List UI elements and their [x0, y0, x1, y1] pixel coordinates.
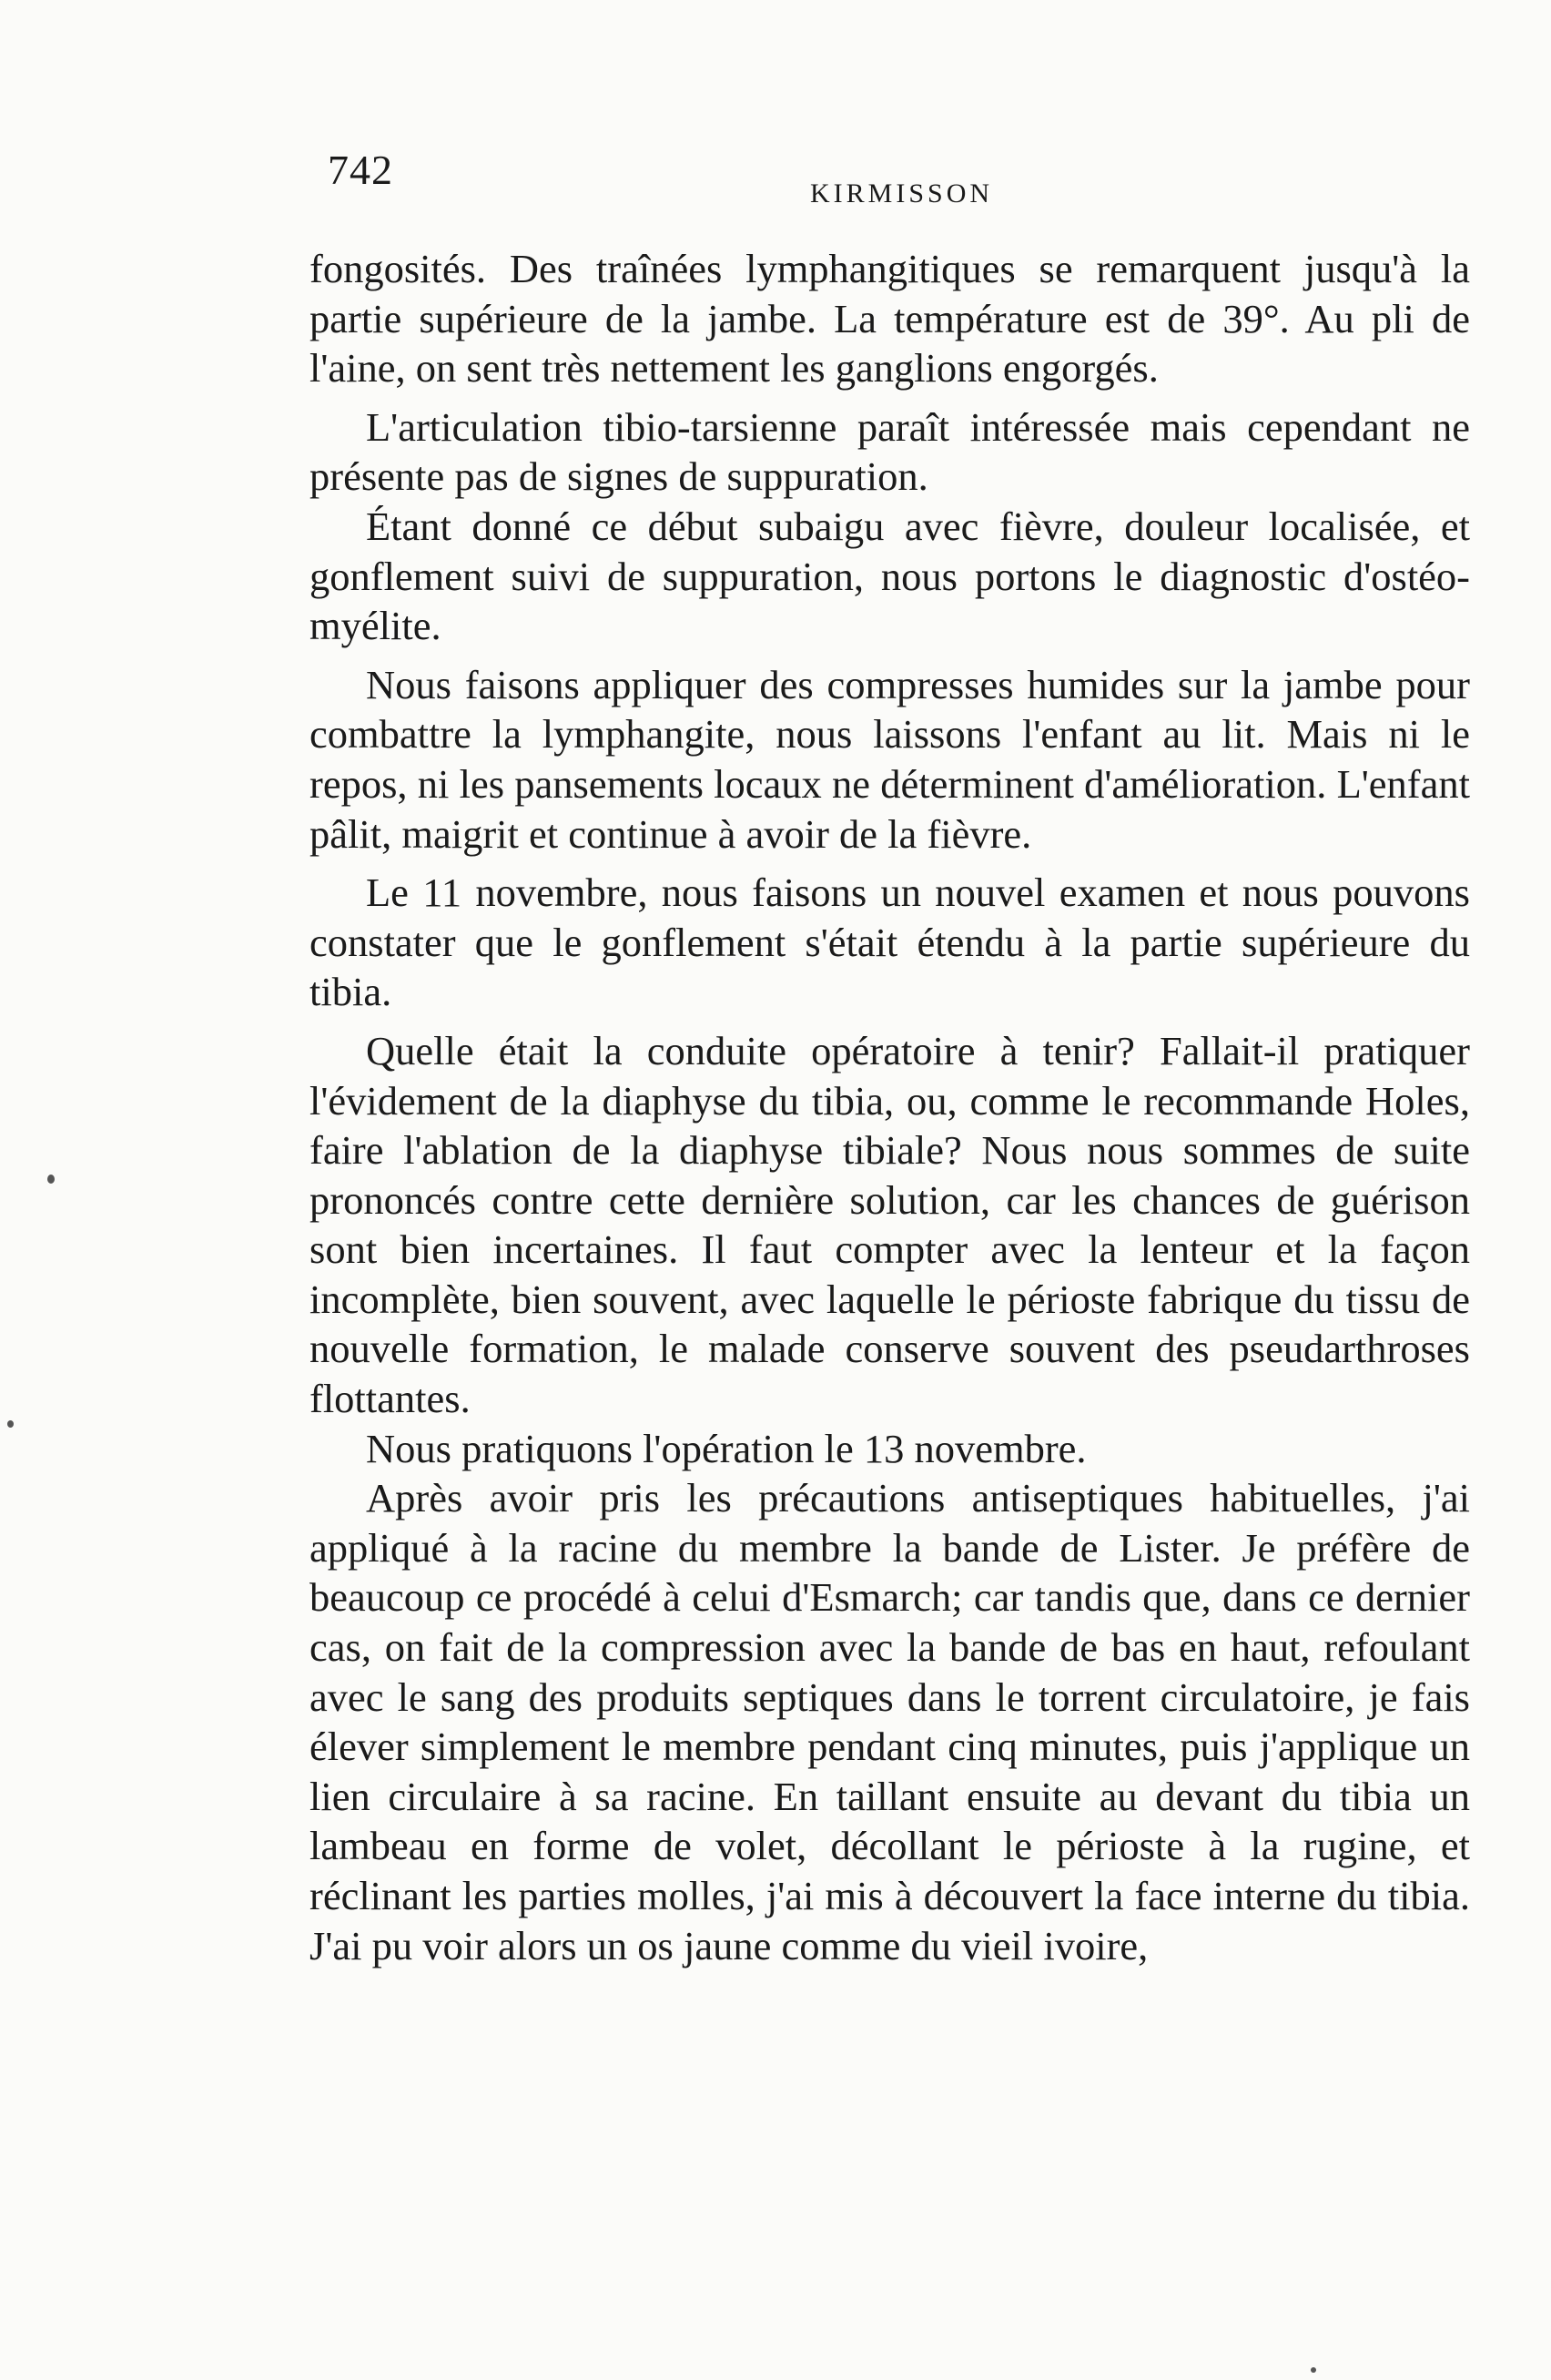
paragraph-1: fongosités. Des traînées lymphangitiques se remarquent jusqu'à la partie supérieure de la jambe. La température est de 39°. Au pli de l'aine, on sent très nettement les ganglions engorgés. — [309, 246, 1470, 392]
running-head: KIRMISSON — [810, 178, 994, 209]
scan-speck — [1311, 2367, 1316, 2373]
paragraph-5: Le 11 novembre, nous faisons un nouvel examen et nous pouvons constater que le gonflement s'était étendu à la partie supérieure du tibia. — [309, 870, 1470, 1015]
paragraph-3: Étant donné ce début subaigu avec fièvre, douleur localisée, et gonflement suivi de suppuration, nous portons le diagnostic d'ostéo-myélite. — [309, 503, 1470, 649]
paragraph-8: Après avoir pris les précautions antiseptiques habituelles, j'ai appliqué à la racine du membre la bande de Lister. Je préfère de beaucoup ce procédé à celui d'Esmarch; car tandis que, dans ce dernier cas, on fait de la compression avec la bande de bas en haut, refoulant avec le sang des produits septiques dans le torrent circulatoire, je fais élever simplement le membre pendant cinq minutes, puis j'applique un lien circulaire à sa racine. En taillant ensuite au devant du tibia un lambeau en forme de volet, décollant le périoste à la rugine, et réclinant les parties molles, j'ai mis à découvert la face interne du tibia. J'ai pu voir alors un os jaune comme du vieil ivoire, — [309, 1475, 1470, 1968]
page-header — [328, 146, 1465, 209]
scan-speck — [47, 1175, 55, 1184]
paragraph-7: Nous pratiquons l'opération le 13 novembre. — [366, 1425, 1087, 1471]
body-text — [309, 244, 1470, 1970]
paragraph-4: Nous faisons appliquer des compresses humides sur la jambe pour combattre la lymphangite, nous laissons l'enfant au lit. Mais ni le repos, ni les pansements locaux ne déterminent d'amélioration. L'enfant pâlit, maigrit et continue à avoir de la fièvre. — [309, 661, 1470, 857]
paragraph-6: Quelle était la conduite opératoire à tenir? Fallait-il pratiquer l'évidement de la diaphyse du tibia, ou, comme le recommande Holes, faire l'ablation de la diaphyse tibiale? Nous nous sommes de suite prononcés contre cette dernière solution, car les chances de guérison sont bien incertaines. Il faut compter avec la lenteur et la façon incomplète, bien souvent, avec laquelle le périoste fabrique du tissu de nouvelle formation, le malade conserve souvent des pseudarthroses flottantes. — [309, 1027, 1470, 1422]
scan-speck — [7, 1420, 14, 1428]
page-number: 742 — [328, 147, 393, 193]
paragraph-2: L'articulation tibio-tarsienne paraît intéressée mais cependant ne présente pas de signes de suppuration. — [309, 403, 1470, 500]
